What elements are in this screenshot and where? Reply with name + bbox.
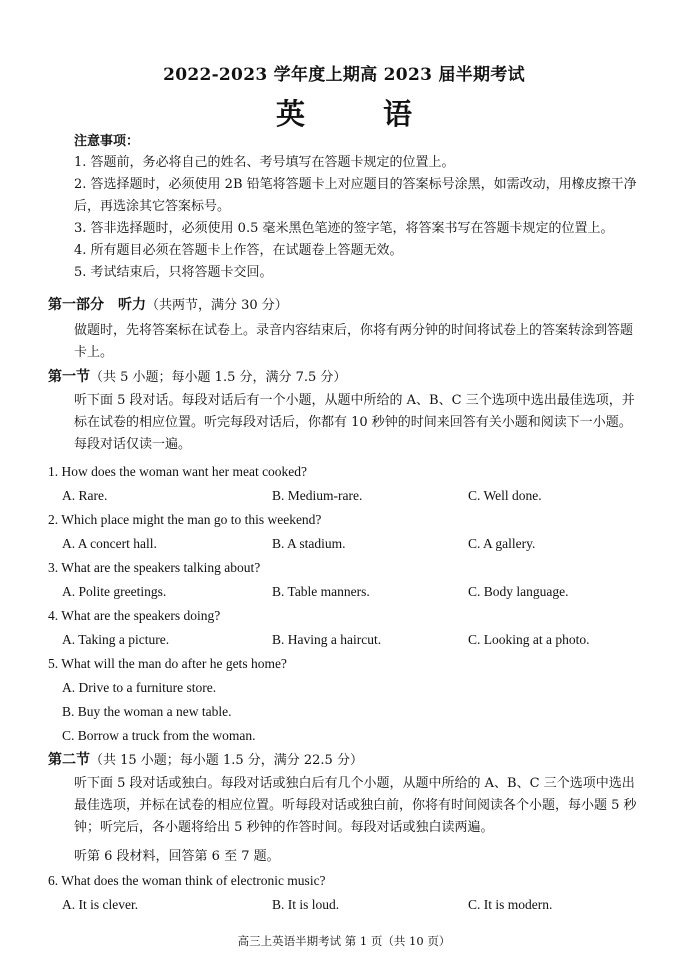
question-2: 2. Which place might the man go to this weekend? xyxy=(48,512,322,527)
option-c: C. Body language. xyxy=(468,584,569,599)
option-b: B. A stadium. xyxy=(272,536,346,551)
notice-item: 4. 所有题目必须在答题卡上作答，在试题卷上答题无效。 xyxy=(74,243,403,258)
option-c: C. Looking at a photo. xyxy=(468,632,590,647)
section1-instruction: 听下面 5 段对话。每段对话后有一个小题，从题中所给的 A、B、C 三个选项中选出最佳选项，并标在试卷的相应位置。听完每段对话后，你都有 10 秒钟的时间来回答有关小题和阅读下一小题。每段对话仅读一遍。 xyxy=(74,393,635,452)
option-a: A. Taking a picture. xyxy=(62,632,170,647)
part1-title-rest: （共两节，满分 30 分） xyxy=(146,298,288,313)
notice-heading: 注意事项： xyxy=(74,134,140,149)
subject-title: 英 语 xyxy=(275,97,447,131)
section1-title-main: 第一节 xyxy=(48,369,90,385)
page-footer: 高三上英语半期考试 第 1 页（共 10 页） xyxy=(237,934,451,948)
option-a: A. It is clever. xyxy=(62,897,139,912)
option-b: B. Having a haircut. xyxy=(272,632,382,647)
notice-item: 3. 答非选择题时，必须使用 0.5 毫米黑色笔迹的签字笔，将答案书写在答题卡规定的位置上。 xyxy=(74,221,614,236)
question-5: 5. What will the man do after he gets home? xyxy=(48,656,287,671)
question-1: 1. How does the woman want her meat cooked? xyxy=(48,464,308,479)
section2-material: 听第 6 段材料，回答第 6 至 7 题。 xyxy=(74,849,280,864)
section2-title-main: 第二节 xyxy=(48,752,90,768)
notice-item: 5. 考试结束后，只将答题卡交回。 xyxy=(74,265,273,280)
option-a: A. Polite greetings. xyxy=(62,584,167,599)
option-c: C. A gallery. xyxy=(468,536,536,551)
section2-instruction: 听下面 5 段对话或独白。每段对话或独白后有几个小题，从题中所给的 A、B、C 三个选项中选出最佳选项，并标在试卷的相应位置。听每段对话或独白前，你将有时间阅读各个小题，每小题 5 秒钟；听完后，各小题将给出 5 秒钟的作答时间。每段对话或独白读两遍。 xyxy=(74,776,637,835)
question-6: 6. What does the woman think of electronic music? xyxy=(48,873,326,888)
exam-title: 2022-2023 学年度上期高 2023 届半期考试 xyxy=(163,65,525,85)
question-3: 3. What are the speakers talking about? xyxy=(48,560,261,575)
option-a: A. Drive to a furniture store. xyxy=(62,680,217,695)
option-b: B. It is loud. xyxy=(272,897,340,912)
part1-title xyxy=(48,294,640,317)
option-b: B. Medium-rare. xyxy=(272,488,363,503)
section2-title xyxy=(48,749,640,772)
section1-title xyxy=(48,366,640,389)
section2-title-rest: （共 15 小题；每小题 1.5 分，满分 22.5 分） xyxy=(90,753,363,768)
section1-title-rest: （共 5 小题；每小题 1.5 分，满分 7.5 分） xyxy=(90,370,347,385)
notice-item: 1. 答题前，务必将自己的姓名、考号填写在答题卡规定的位置上。 xyxy=(74,155,455,170)
question-4: 4. What are the speakers doing? xyxy=(48,608,221,623)
option-c: C. It is modern. xyxy=(468,897,553,912)
notice-item: 2. 答选择题时，必须使用 2B 铅笔将答题卡上对应题目的答案标号涂黑，如需改动，用橡皮擦干净后，再选涂其它答案标号。 xyxy=(74,177,637,214)
option-c: C. Borrow a truck from the woman. xyxy=(62,728,256,743)
option-b: B. Table manners. xyxy=(272,584,370,599)
option-a: A. A concert hall. xyxy=(62,536,157,551)
part1-title-main: 第一部分 听力 xyxy=(48,297,146,313)
option-c: C. Well done. xyxy=(468,488,542,503)
option-b: B. Buy the woman a new table. xyxy=(62,704,232,719)
option-a: A. Rare. xyxy=(62,488,108,503)
part1-instruction: 做题时，先将答案标在试卷上。录音内容结束后，你将有两分钟的时间将试卷上的答案转涂到答题卡上。 xyxy=(74,323,634,360)
